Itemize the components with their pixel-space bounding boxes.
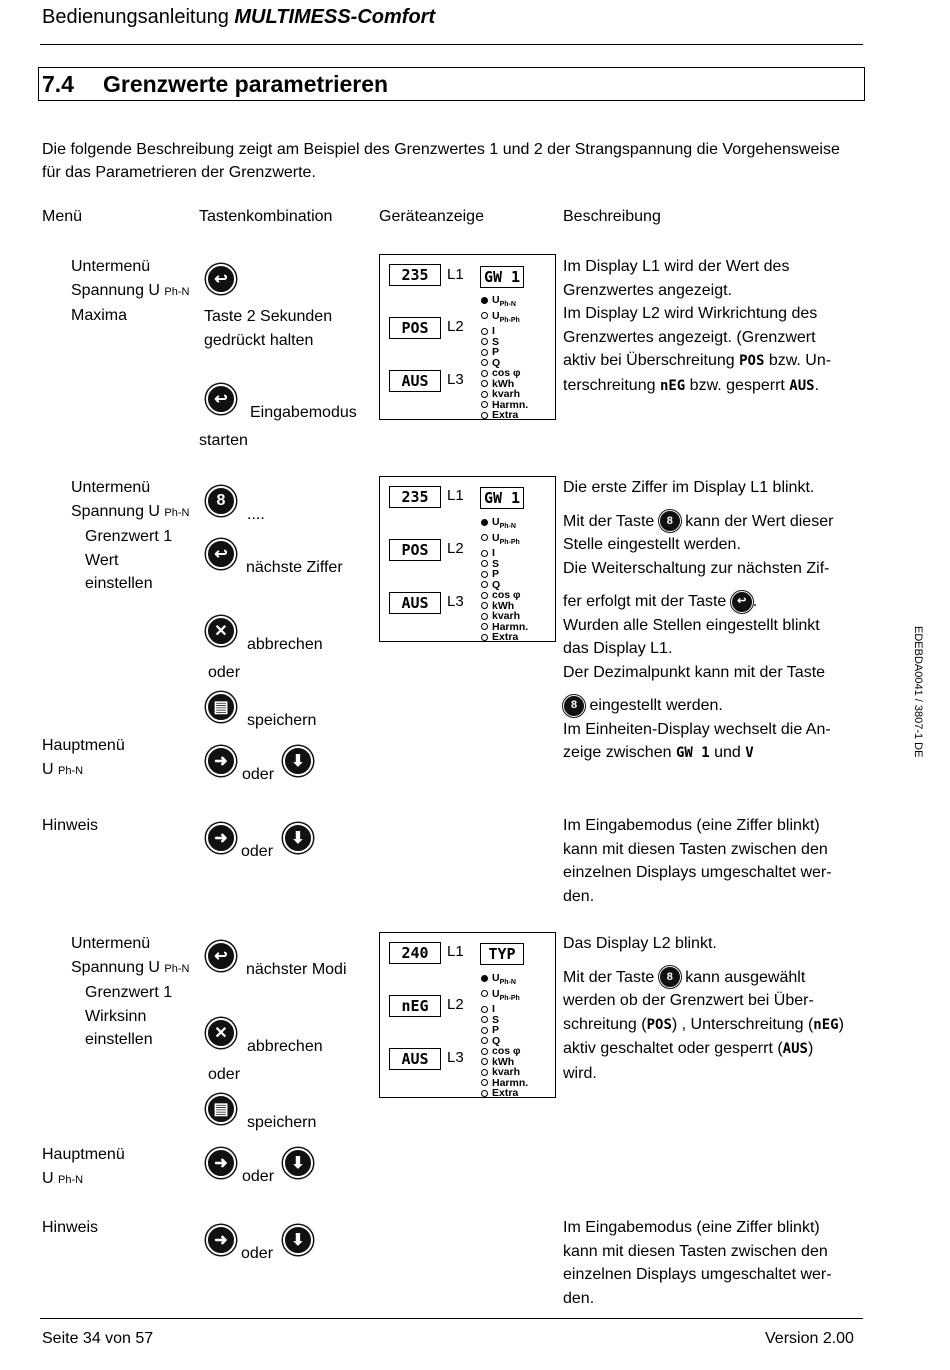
block1-key2-text: Eingabemodus	[250, 404, 357, 421]
hint2-label: Hinweis	[42, 1219, 99, 1236]
label-l1: L1	[447, 487, 464, 504]
block1-menu: Untermenü Spannung U Ph-N Maxima	[71, 258, 190, 324]
header-rule	[40, 44, 863, 45]
enter-key-icon[interactable]: ↩	[206, 264, 236, 294]
display-unit: TYP	[480, 943, 524, 965]
footer-rule	[40, 1318, 863, 1319]
hint2-oder: oder	[241, 1245, 274, 1262]
main1-oder: oder	[242, 766, 275, 783]
label-l1: L1	[447, 943, 464, 960]
display-unit: GW 1	[480, 487, 524, 509]
col-header-keys: Tastenkombination	[199, 208, 333, 225]
block3-oder: oder	[208, 1066, 241, 1083]
display-l1: 240	[389, 942, 441, 964]
label-l2: L2	[447, 540, 464, 557]
unit-list: $U_{Ph-N}$ $U_{Ph-Ph}$ I S P Q cos φ kWh kvarh Harmn. Extra	[481, 973, 528, 1099]
hint1-label: Hinweis	[42, 817, 99, 834]
label-l1: L1	[447, 266, 464, 283]
block2-oder: oder	[208, 664, 241, 681]
section-number: 7.4	[42, 71, 74, 97]
enter-key-icon[interactable]: ↩	[206, 941, 236, 971]
block1-key1-text: Taste 2 Sekunden gedrückt halten	[204, 308, 333, 349]
digit-key-icon: 8	[659, 510, 681, 532]
label-l2: L2	[447, 318, 464, 335]
block3-k3: speichern	[247, 1114, 317, 1131]
hint1-text: Im Eingabemodus (eine Ziffer blinkt) kann mit diesen Tasten zwischen den einzelnen Displays umgeschaltet wer- den.	[563, 817, 832, 905]
document-code: EDEBDA0041 / 3807-1 DE	[912, 626, 924, 758]
display-unit: GW 1	[480, 266, 524, 288]
block2-k2: nächste Ziffer	[246, 559, 343, 576]
digit-key-icon: 8	[563, 695, 585, 717]
unit-list: $U_{Ph-N}$ $U_{Ph-Ph}$ I S P Q cos φ kWh kvarh Harmn. Extra	[481, 295, 528, 421]
display-l3: AUS	[389, 1048, 441, 1070]
col-header-desc: Beschreibung	[563, 208, 661, 225]
unit-list: $U_{Ph-N}$ $U_{Ph-Ph}$ I S P Q cos φ kWh kvarh Harmn. Extra	[481, 517, 528, 643]
arrow-down-icon[interactable]: ⬇	[283, 746, 313, 776]
enter-key-icon: ↩	[731, 591, 753, 613]
block3-k2: abbrechen	[247, 1038, 323, 1055]
cancel-key-icon[interactable]: ✕	[206, 1018, 236, 1048]
hint1-oder: oder	[241, 843, 274, 860]
col-header-menu: Menü	[42, 208, 83, 225]
arrow-right-icon[interactable]: ➜	[206, 1225, 236, 1255]
block2-k1: ....	[247, 506, 265, 523]
block1-desc: Im Display L1 wird der Wert des Grenzwertes angezeigt. Im Display L2 wird Wirkrichtung des Grenzwertes angezeigt. (Grenzwert aktiv bei Überschreitung POS bzw. Un- terschreitung nEG bzw. gesperrt AUS.	[563, 258, 832, 394]
digit-key-icon: 8	[659, 966, 681, 988]
label-l3: L3	[447, 593, 464, 610]
arrow-right-icon[interactable]: ➜	[206, 1148, 236, 1178]
main1-menu: Hauptmenü U Ph-N	[42, 737, 125, 778]
display-l3: AUS	[389, 370, 441, 392]
save-key-icon[interactable]: ▤	[206, 692, 236, 722]
block2-k4: speichern	[247, 712, 317, 729]
block3-desc: Das Display L2 blinkt. Mit der Taste 8 kann ausgewählt werden ob der Grenzwert bei Über- schreitung (POS) , Unterschreitung (nEG) aktiv geschaltet oder gesperrt (AUS) wird.	[563, 935, 844, 1082]
device-display	[379, 932, 556, 1098]
cancel-key-icon[interactable]: ✕	[206, 616, 236, 646]
block1-key2-text2: starten	[199, 432, 248, 449]
display-l2: nEG	[389, 995, 441, 1017]
device-display	[379, 254, 556, 420]
label-l3: L3	[447, 371, 464, 388]
enter-key-icon[interactable]: ↩	[206, 384, 236, 414]
intro-paragraph: Die folgende Beschreibung zeigt am Beispiel des Grenzwertes 1 und 2 der Strangspannung die Vorgehensweise für das Parametrieren der Grenzwerte.	[42, 141, 840, 181]
arrow-right-icon[interactable]: ➜	[206, 746, 236, 776]
label-l3: L3	[447, 1049, 464, 1066]
block2-k3: abbrechen	[247, 636, 323, 653]
document-header: Bedienungsanleitung MULTIMESS-Comfort	[42, 6, 436, 28]
device-display	[379, 476, 556, 642]
block3-k1: nächster Modi	[246, 961, 347, 978]
hint2-text: Im Eingabemodus (eine Ziffer blinkt) kann mit diesen Tasten zwischen den einzelnen Displays umgeschaltet wer- den.	[563, 1219, 832, 1307]
digit-key-icon[interactable]: 8	[206, 486, 236, 516]
enter-key-icon[interactable]: ↩	[206, 539, 236, 569]
version: Version 2.00	[765, 1330, 854, 1347]
arrow-down-icon[interactable]: ⬇	[283, 823, 313, 853]
arrow-down-icon[interactable]: ⬇	[283, 1225, 313, 1255]
display-l2: POS	[389, 539, 441, 561]
label-l2: L2	[447, 996, 464, 1013]
page-number: Seite 34 von 57	[42, 1330, 154, 1347]
arrow-down-icon[interactable]: ⬇	[283, 1148, 313, 1178]
block2-menu: Untermenü Spannung U Ph-N Grenzwert 1 Wert einstellen	[71, 479, 190, 592]
section-title: Grenzwerte parametrieren	[103, 71, 389, 97]
display-l1: 235	[389, 264, 441, 286]
save-key-icon[interactable]: ▤	[206, 1094, 236, 1124]
block3-menu: Untermenü Spannung U Ph-N Grenzwert 1 Wirksinn einstellen	[71, 935, 190, 1048]
arrow-right-icon[interactable]: ➜	[206, 823, 236, 853]
main2-oder: oder	[242, 1168, 275, 1185]
display-l1: 235	[389, 486, 441, 508]
display-l2: POS	[389, 317, 441, 339]
main2-menu: Hauptmenü U Ph-N	[42, 1146, 125, 1187]
display-l3: AUS	[389, 592, 441, 614]
col-header-display: Geräteanzeige	[379, 208, 484, 225]
block2-desc: Die erste Ziffer im Display L1 blinkt. Mit der Taste 8 kann der Wert dieser Stelle eingestellt werden. Die Weiterschaltung zur nächsten Zif- fer erfolgt mit der Taste ↩ . Wurden alle Stellen eingestellt blinkt das Display L1. Der Dezimalpunkt kann mit der Taste 8 eingestellt werden. Im Einheiten-Display wechselt die An- zeige zwischen GW 1 und V	[563, 479, 834, 761]
